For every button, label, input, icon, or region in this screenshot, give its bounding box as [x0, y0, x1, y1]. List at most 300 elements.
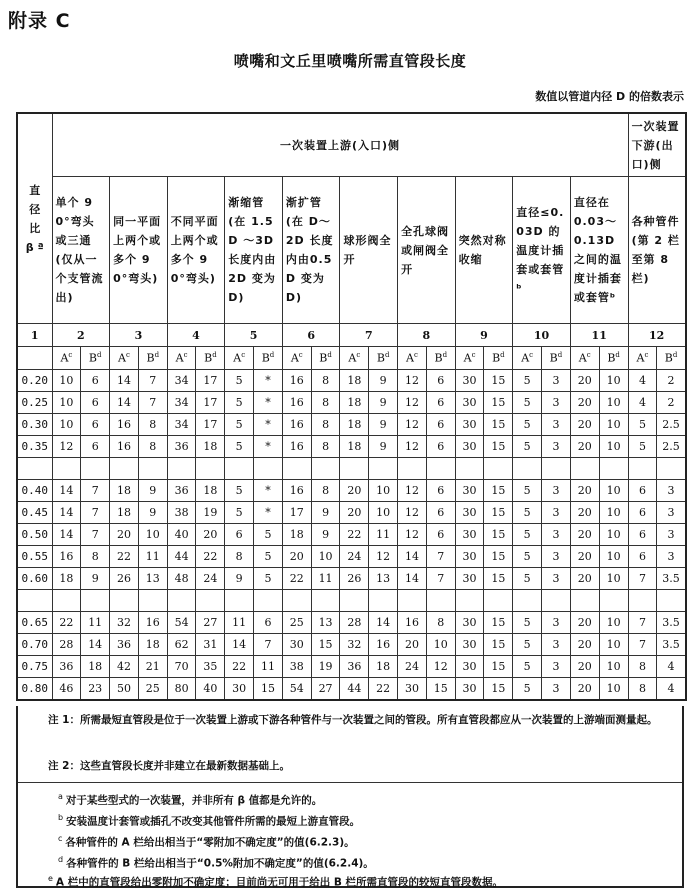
column-b-label: $B^d$ [369, 347, 398, 370]
column-a-label: $A^c$ [340, 347, 369, 370]
beta-header-char: β ª [25, 240, 44, 254]
table-cell: 10 [599, 612, 628, 634]
table-cell: 20 [570, 568, 599, 590]
table-cell: 16 [282, 414, 311, 436]
beta-value: 0.20 [17, 370, 52, 392]
table-cell: 2 [657, 392, 686, 414]
table-cell: 16 [282, 370, 311, 392]
table-cell: 50 [110, 678, 139, 701]
table-cell: 22 [282, 568, 311, 590]
footnote-c: $^c$ 各种管件的 A 栏给出相当于“零附加不确定度”的值(6.2.3)。 [58, 834, 355, 849]
table-cell: 7 [426, 546, 455, 568]
table-row [17, 392, 686, 414]
column-b-label: $B^d$ [311, 347, 340, 370]
blank-cell [196, 590, 225, 612]
column-number: 7 [340, 324, 398, 347]
table-cell: 3.5 [657, 612, 686, 634]
table-cell: 3 [542, 612, 571, 634]
table-cell: 70 [167, 656, 196, 678]
table-cell: 3 [542, 370, 571, 392]
table-cell: 62 [167, 634, 196, 656]
table-cell: 44 [340, 678, 369, 701]
table-cell: 12 [369, 546, 398, 568]
blank-cell [484, 458, 513, 480]
blank-cell [570, 458, 599, 480]
table-cell: 3 [542, 524, 571, 546]
table-cell: 30 [455, 480, 484, 502]
table-cell: 15 [484, 568, 513, 590]
column-number: 9 [455, 324, 513, 347]
table-cell: 10 [311, 546, 340, 568]
table-cell: 8 [628, 656, 657, 678]
beta-value: 0.60 [17, 568, 52, 590]
table-cell: 14 [398, 568, 427, 590]
table-cell: 36 [110, 634, 139, 656]
blank-cell [599, 458, 628, 480]
table-cell: 6 [628, 502, 657, 524]
table-cell: 18 [282, 524, 311, 546]
table-cell: 46 [52, 678, 81, 701]
table-cell: 16 [110, 436, 139, 458]
table-cell: * [254, 502, 283, 524]
table-cell: 8 [311, 414, 340, 436]
table-cell: 10 [138, 524, 167, 546]
blank-cell [657, 458, 686, 480]
fitting-description: 球形阀全开 [340, 177, 398, 324]
blank-cell [455, 458, 484, 480]
blank-cell [398, 458, 427, 480]
table-cell: 40 [167, 524, 196, 546]
beta-value: 0.65 [17, 612, 52, 634]
table-cell: 17 [282, 502, 311, 524]
table-cell: 11 [254, 656, 283, 678]
table-cell: 4 [657, 678, 686, 701]
blank-cell [570, 590, 599, 612]
beta-value: 0.70 [17, 634, 52, 656]
table-cell: 21 [138, 656, 167, 678]
table-cell: 26 [110, 568, 139, 590]
table-cell: 15 [484, 392, 513, 414]
blank-cell [426, 458, 455, 480]
table-cell: 20 [398, 634, 427, 656]
table-cell: 14 [81, 634, 110, 656]
table-cell: 20 [340, 480, 369, 502]
table-cell: 15 [484, 502, 513, 524]
table-cell: 5 [225, 370, 254, 392]
table-cell: 5 [513, 414, 542, 436]
table-cell: 11 [81, 612, 110, 634]
table-cell: 5 [513, 656, 542, 678]
column-b-label: $B^d$ [81, 347, 110, 370]
table-cell: 22 [340, 524, 369, 546]
blank-cell [340, 458, 369, 480]
beta-value: 0.50 [17, 524, 52, 546]
table-cell: 13 [311, 612, 340, 634]
table-cell: 3 [542, 678, 571, 701]
blank-cell [484, 590, 513, 612]
table-cell: 3 [542, 634, 571, 656]
table-cell: 6 [426, 436, 455, 458]
table-cell: 5 [513, 524, 542, 546]
table-cell: 14 [398, 546, 427, 568]
table-cell: 10 [599, 568, 628, 590]
table-cell: 28 [52, 634, 81, 656]
blank-cell [167, 590, 196, 612]
table-cell: 8 [225, 546, 254, 568]
table-cell: 3.5 [657, 568, 686, 590]
table-cell: 7 [138, 370, 167, 392]
table-cell: 9 [81, 568, 110, 590]
column-a-label: $A^c$ [570, 347, 599, 370]
table-cell: 15 [484, 634, 513, 656]
blank-cell [167, 458, 196, 480]
table-cell: 10 [369, 502, 398, 524]
table-cell: 20 [570, 546, 599, 568]
column-number: 4 [167, 324, 225, 347]
table-row [17, 678, 686, 701]
table-cell: 3 [657, 502, 686, 524]
table-cell: 15 [254, 678, 283, 701]
table-cell: 14 [52, 502, 81, 524]
table-cell: 15 [426, 678, 455, 701]
column-b-label: $B^d$ [426, 347, 455, 370]
upstream-header: 一次装置上游(入口)侧 [52, 113, 628, 177]
blank-cell [254, 590, 283, 612]
footnote-d: $^d$ 各种管件的 B 栏给出相当于“0.5%附加不确定度”的值(6.2.4)。 [58, 855, 374, 870]
table-cell: 8 [311, 370, 340, 392]
table-cell: 14 [369, 612, 398, 634]
table-cell: 7 [628, 634, 657, 656]
table-cell: 14 [52, 480, 81, 502]
table-cell: 16 [110, 414, 139, 436]
table-cell: 5 [225, 392, 254, 414]
column-number: 11 [570, 324, 628, 347]
table-cell: 9 [311, 524, 340, 546]
note-1: 注 1：所需最短直管段是位于一次装置上游或下游各种管件与一次装置之间的管段。所有直管段都应从一次装置的上游端面测量起。 [48, 714, 658, 726]
table-cell: 8 [311, 392, 340, 414]
fitting-description: 同一平面上两个或多个 90°弯头) [110, 177, 168, 324]
table-cell: 6 [628, 524, 657, 546]
beta-value: 0.30 [17, 414, 52, 436]
blank-cell [17, 458, 52, 480]
table-cell: 8 [311, 436, 340, 458]
table-cell: 17 [196, 392, 225, 414]
table-cell: 22 [225, 656, 254, 678]
table-cell: 7 [138, 392, 167, 414]
table-cell: 10 [599, 480, 628, 502]
table-cell: 3 [657, 546, 686, 568]
table-cell: 32 [110, 612, 139, 634]
table-cell: 30 [455, 634, 484, 656]
blank-cell [455, 590, 484, 612]
table-cell: 3 [657, 480, 686, 502]
table-cell: 18 [81, 656, 110, 678]
table-cell: 9 [138, 480, 167, 502]
table-cell: 20 [570, 436, 599, 458]
column-a-label: $A^c$ [455, 347, 484, 370]
table-cell: 5 [628, 436, 657, 458]
table-cell: * [254, 480, 283, 502]
table-cell: 5 [513, 568, 542, 590]
table-cell: 11 [311, 568, 340, 590]
table-cell: 10 [369, 480, 398, 502]
table-cell: 15 [484, 524, 513, 546]
table-cell: 12 [398, 392, 427, 414]
blank-cell [282, 458, 311, 480]
table-cell: 36 [52, 656, 81, 678]
blank-cell [599, 590, 628, 612]
blank-cell [52, 590, 81, 612]
table-cell: 12 [52, 436, 81, 458]
table-cell: 3 [542, 568, 571, 590]
table-cell: 40 [196, 678, 225, 701]
table-cell: 16 [282, 480, 311, 502]
table-cell: * [254, 392, 283, 414]
table-cell: 10 [52, 370, 81, 392]
table-cell: 14 [110, 392, 139, 414]
table-cell: 12 [398, 480, 427, 502]
table-cell: 6 [81, 436, 110, 458]
table-cell: 7 [81, 502, 110, 524]
blank-cell [81, 590, 110, 612]
column-b-label: $B^d$ [138, 347, 167, 370]
table-cell: 22 [196, 546, 225, 568]
table-cell: 15 [484, 546, 513, 568]
table-cell: 36 [167, 436, 196, 458]
table-cell: 18 [340, 370, 369, 392]
table-cell: 3 [542, 436, 571, 458]
table-cell: 7 [628, 568, 657, 590]
table-cell: 8 [311, 480, 340, 502]
blank-cell [542, 590, 571, 612]
column-number: 5 [225, 324, 283, 347]
table-cell: 7 [254, 634, 283, 656]
table-cell: 15 [484, 656, 513, 678]
table-cell: 10 [599, 524, 628, 546]
table-cell: 15 [484, 370, 513, 392]
table-cell: 3.5 [657, 634, 686, 656]
table-cell: 34 [167, 392, 196, 414]
table-cell: 18 [110, 480, 139, 502]
table-cell: 7 [426, 568, 455, 590]
blank-cell [513, 590, 542, 612]
table-cell: 18 [52, 568, 81, 590]
blank-cell [657, 590, 686, 612]
table-cell: 5 [628, 414, 657, 436]
table-cell: 20 [570, 656, 599, 678]
table-cell: 8 [138, 436, 167, 458]
column-a-label: $A^c$ [52, 347, 81, 370]
blank-cell [282, 590, 311, 612]
column-number: 10 [513, 324, 571, 347]
table-cell: 30 [455, 392, 484, 414]
table-cell: 8 [81, 546, 110, 568]
blank-cell [426, 590, 455, 612]
table-row [17, 480, 686, 502]
table-cell: 16 [398, 612, 427, 634]
table-cell: 30 [455, 546, 484, 568]
table-cell: 13 [369, 568, 398, 590]
table-cell: 44 [167, 546, 196, 568]
table-cell: 18 [340, 436, 369, 458]
table-cell: 23 [81, 678, 110, 701]
column-number: 3 [110, 324, 168, 347]
table-cell: 27 [196, 612, 225, 634]
table-cell: 30 [398, 678, 427, 701]
column-b-label: $B^d$ [542, 347, 571, 370]
table-cell: 54 [167, 612, 196, 634]
blank-cell [138, 458, 167, 480]
spacer-row [17, 590, 686, 612]
table-cell: * [254, 436, 283, 458]
table-cell: 16 [282, 392, 311, 414]
unit-note: 数值以管道内径 D 的倍数表示 [535, 90, 684, 103]
table-cell: 10 [599, 634, 628, 656]
table-cell: 3 [542, 392, 571, 414]
column-b-label: $B^d$ [254, 347, 283, 370]
fitting-description: 突然对称收缩 [455, 177, 513, 324]
column-number: 8 [398, 324, 456, 347]
table-cell: 6 [426, 502, 455, 524]
column-a-label: $A^c$ [110, 347, 139, 370]
table-cell: 5 [225, 436, 254, 458]
fitting-description: 渐缩管(在 1.5D ～3D 长度内由 2D 变为 D) [225, 177, 283, 324]
appendix-label: 附录 C [8, 10, 71, 32]
beta-header-char: 比 [29, 221, 41, 235]
table-row [17, 656, 686, 678]
table-cell: 18 [110, 502, 139, 524]
table-row [17, 502, 686, 524]
table-cell: 20 [570, 392, 599, 414]
table-cell: 20 [570, 678, 599, 701]
beta-value: 0.55 [17, 546, 52, 568]
column-b-label: $B^d$ [657, 347, 686, 370]
table-cell: 22 [369, 678, 398, 701]
table-cell: 36 [340, 656, 369, 678]
table-cell: 30 [455, 502, 484, 524]
table-cell: 12 [398, 502, 427, 524]
table-cell: 5 [254, 546, 283, 568]
table-row [17, 634, 686, 656]
table-cell: 20 [282, 546, 311, 568]
table-cell: 20 [570, 480, 599, 502]
table-cell: 6 [81, 414, 110, 436]
column-number: 1 [17, 324, 52, 347]
table-cell: 3 [657, 524, 686, 546]
notes-divider [18, 782, 682, 783]
table-cell: 8 [628, 678, 657, 701]
table-cell: 15 [484, 480, 513, 502]
table-cell: 30 [455, 436, 484, 458]
table-cell: 18 [369, 656, 398, 678]
spacer-row [17, 458, 686, 480]
column-number: 12 [628, 324, 686, 347]
table-cell: 5 [513, 436, 542, 458]
table-cell: 25 [282, 612, 311, 634]
blank-cell [398, 590, 427, 612]
table-cell: 10 [599, 656, 628, 678]
table-cell: 5 [254, 568, 283, 590]
table-cell: 38 [282, 656, 311, 678]
blank-cell [369, 458, 398, 480]
blank-cell [369, 590, 398, 612]
table-cell: 9 [369, 436, 398, 458]
table-cell: 10 [599, 502, 628, 524]
table-cell: 2 [657, 370, 686, 392]
table-cell: 19 [196, 502, 225, 524]
table-cell: 14 [52, 524, 81, 546]
fitting-description: 直径在 0.03～0.13D 之间的温度计插套或套管ᵇ [570, 177, 628, 324]
table-cell: 6 [426, 414, 455, 436]
table-cell: 5 [225, 414, 254, 436]
table-cell: 30 [455, 656, 484, 678]
table-cell: 6 [81, 370, 110, 392]
table-cell: 24 [196, 568, 225, 590]
column-number: 2 [52, 324, 110, 347]
table-cell: 38 [167, 502, 196, 524]
table-cell: 15 [484, 414, 513, 436]
table-cell: 18 [196, 436, 225, 458]
table-cell: 16 [138, 612, 167, 634]
table-row [17, 546, 686, 568]
table-cell: 2.5 [657, 436, 686, 458]
table-cell: 20 [570, 634, 599, 656]
table-cell: 17 [196, 414, 225, 436]
blank-cell [110, 458, 139, 480]
table-cell: 24 [398, 656, 427, 678]
table-cell: 10 [599, 436, 628, 458]
table-cell: 30 [455, 568, 484, 590]
table-cell: 7 [628, 612, 657, 634]
beta-header-char: 直 [29, 183, 41, 197]
table-cell: 28 [340, 612, 369, 634]
table-cell: 2.5 [657, 414, 686, 436]
table-cell: 5 [513, 392, 542, 414]
beta-value: 0.80 [17, 678, 52, 701]
table-cell: 12 [426, 656, 455, 678]
table-cell: 7 [81, 524, 110, 546]
column-a-label: $A^c$ [513, 347, 542, 370]
table-row [17, 524, 686, 546]
table-cell: 26 [340, 568, 369, 590]
table-cell: 8 [426, 612, 455, 634]
beta-value: 0.35 [17, 436, 52, 458]
table-cell: 4 [628, 370, 657, 392]
footnote-e: $^e$ A 栏中的直管段给出零附加不确定度；目前尚无可用于给出 B 栏所需直管段的较短直管段数据。 [48, 874, 504, 889]
blank-cell [110, 590, 139, 612]
table-cell: 9 [369, 370, 398, 392]
table-cell: 6 [254, 612, 283, 634]
beta-value: 0.25 [17, 392, 52, 414]
table-cell: 15 [311, 634, 340, 656]
table-cell: 14 [225, 634, 254, 656]
table-cell: 11 [138, 546, 167, 568]
blank-cell [254, 458, 283, 480]
table-row [17, 436, 686, 458]
table-cell: 30 [455, 612, 484, 634]
table-cell: 18 [340, 392, 369, 414]
table-cell: 18 [196, 480, 225, 502]
table-cell: 16 [52, 546, 81, 568]
table-cell: 20 [110, 524, 139, 546]
blank-cell [17, 590, 52, 612]
table-cell: 22 [52, 612, 81, 634]
blank-cell [17, 347, 52, 370]
table-cell: 20 [340, 502, 369, 524]
table-row [17, 370, 686, 392]
table-cell: 30 [455, 524, 484, 546]
column-a-label: $A^c$ [628, 347, 657, 370]
